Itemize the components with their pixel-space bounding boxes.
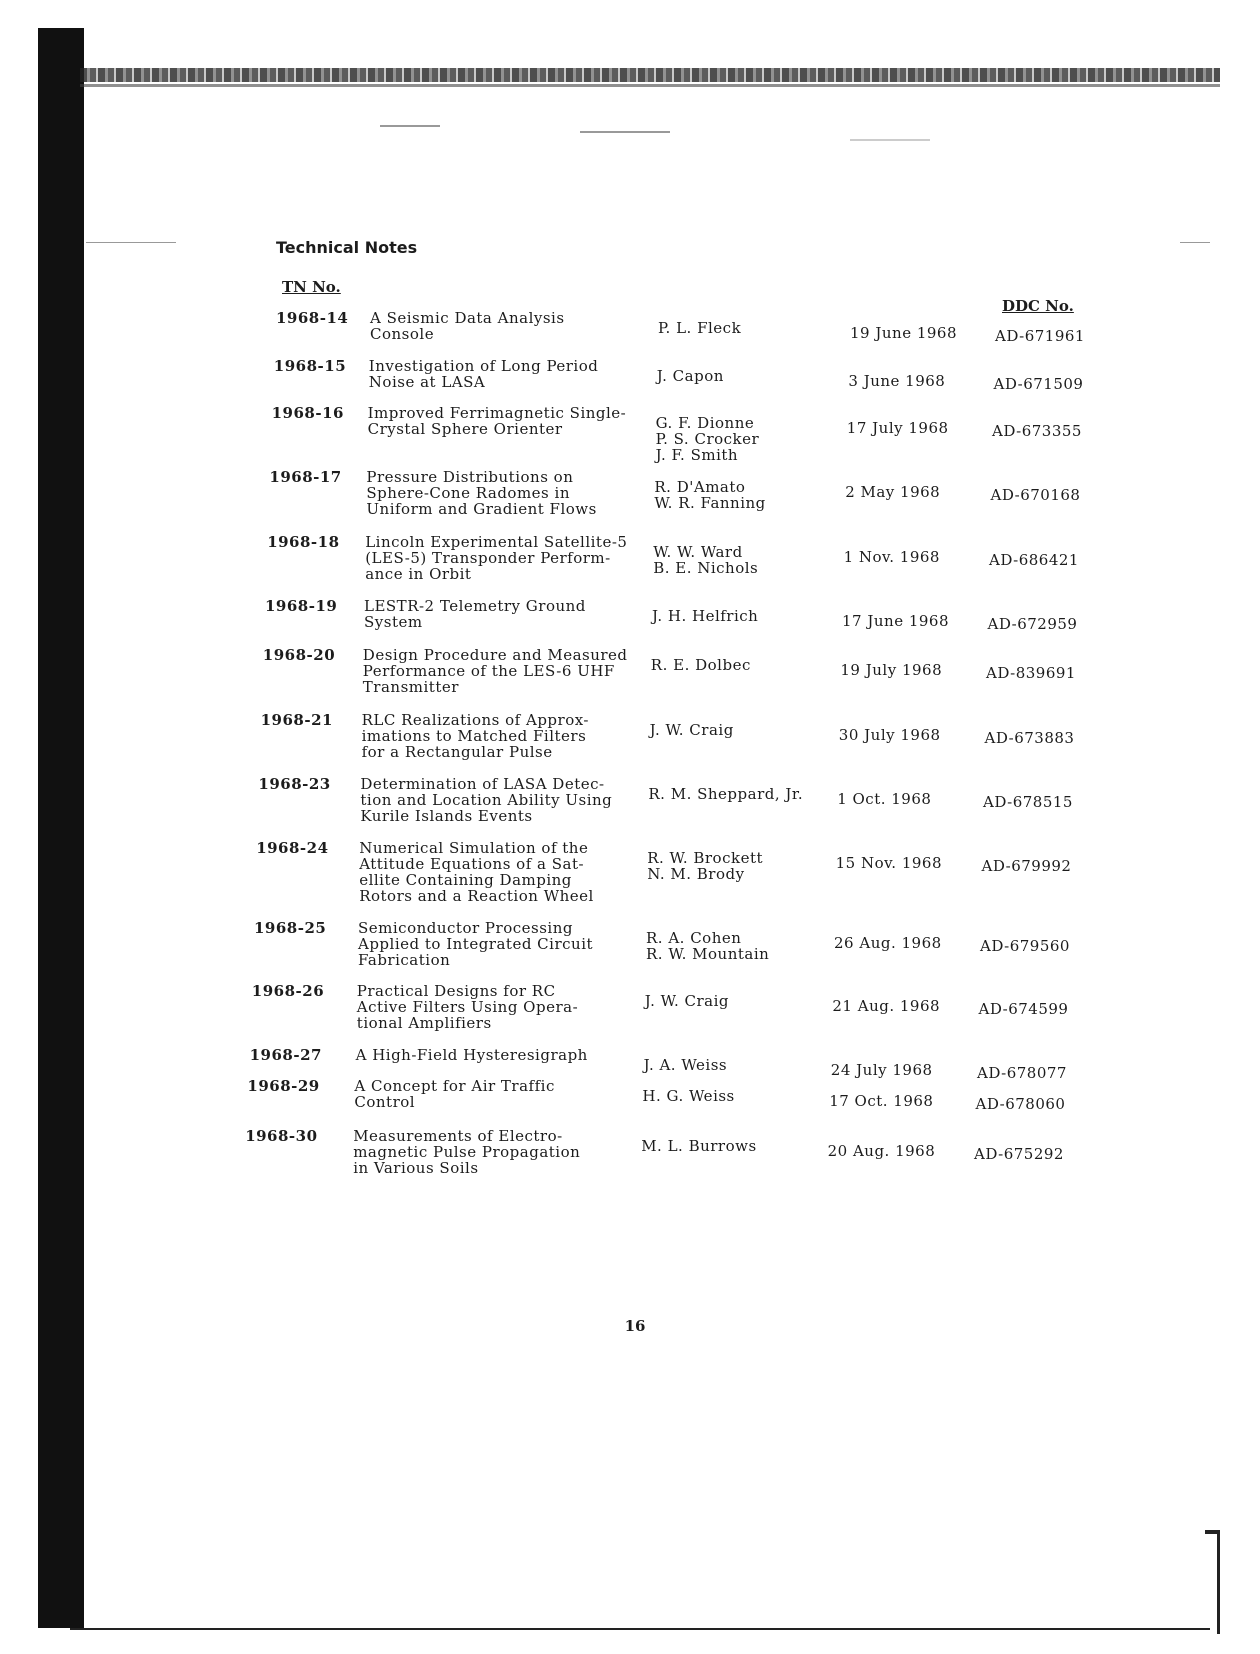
entry-authors-line: H. G. Weiss [642,1087,735,1105]
scan-top-rule [80,68,1220,82]
entry-authors [653,544,843,576]
entry-authors [650,722,840,738]
entry-title-line: Performance of the LES-6 UHF [362,662,615,680]
entry-title-line: Console [370,325,435,343]
entry-ddc-number: AD-678077 [977,1064,1067,1082]
entry-ddc-number: AD-839691 [986,664,1076,682]
scan-left-edge [38,28,84,1628]
entry-title-line: magnetic Pulse Propagation [353,1143,581,1161]
entry-date: 15 Nov. 1968 [835,854,943,872]
entry-date: 1 Oct. 1968 [837,790,932,808]
entry-authors-line: P. L. Fleck [658,319,742,337]
entry-tn-number: 1968-16 [271,404,344,422]
entry-tn-number: 1968-21 [260,711,333,729]
entry-tn-number: 1968-30 [245,1127,318,1145]
entry-tn-number: 1968-25 [254,919,327,937]
entry-authors-line: J. F. Smith [655,446,739,464]
entry-title-line: Design Procedure and Measured [362,646,628,664]
entry-title-line: Control [354,1093,416,1111]
scan-top-rule-thin [80,84,1220,87]
entry-title [357,983,632,1031]
section-title: Technical Notes [276,238,418,257]
entry-authors [651,657,841,673]
scan-mark [580,131,670,133]
entry-authors [642,1088,832,1104]
entry-authors [646,930,836,962]
entry-title-line: in Various Soils [353,1159,479,1177]
entry-title-line: Fabrication [358,951,451,969]
entry-title-line: imations to Matched Filters [361,727,587,745]
entry-tn-number: 1968-26 [251,982,325,1000]
entry-authors-line: G. F. Dionne [655,414,755,432]
entry-ddc-number: AD-686421 [989,551,1079,569]
entry-title [360,776,635,824]
entry-title-line: Pressure Distributions on [366,468,574,486]
entry-authors-line: N. M. Brody [647,865,745,883]
entry-title-line: (LES-5) Transponder Perform- [365,549,611,567]
entry-title-line: A Concept for Air Traffic [354,1077,555,1095]
entry-date: 3 June 1968 [848,372,946,390]
entry-authors [645,993,835,1009]
entry-authors [657,368,847,384]
entry-title-line: Uniform and Gradient Flows [366,500,597,518]
entry-title [356,1047,631,1063]
entry-date: 1 Nov. 1968 [843,548,940,566]
entry-authors-line: R. E. Dolbec [650,656,751,674]
entry-tn-number: 1968-29 [247,1077,320,1095]
entry-title-line: Numerical Simulation of the [359,839,589,857]
entry-title [354,1078,629,1110]
entry-ddc-number: AD-671509 [993,375,1084,393]
scan-mark [86,242,176,243]
entry-title [358,920,633,968]
entry-authors-line: R. W. Mountain [646,945,770,963]
scan-mark [1180,242,1210,243]
entry-title-line: System [364,613,423,631]
entry-title-line: Measurements of Electro- [353,1127,563,1145]
entry-title-line: Practical Designs for RC [356,982,556,1000]
entry-tn-number: 1968-27 [249,1046,322,1064]
entry-ddc-number: AD-673355 [992,422,1082,440]
entry-date: 21 Aug. 1968 [832,997,941,1015]
scan-bottom-rule [70,1628,1210,1630]
entry-title-line: tion and Location Ability Using [360,791,613,809]
header-tn-no: TN No. [282,278,341,296]
entry-tn-number: 1968-19 [265,597,338,615]
scan-mark [850,139,930,141]
entry-authors [641,1138,831,1154]
entry-authors-line: J. Capon [656,367,724,385]
entry-authors-line: B. E. Nichols [653,559,759,577]
entry-title-line: Semiconductor Processing [358,919,573,937]
entry-authors-line: W. R. Fanning [654,494,766,512]
entry-title [359,840,634,904]
scan-bracket-mark [1205,1530,1220,1634]
entry-ddc-number: AD-672959 [987,615,1078,633]
entry-title-line: Active Filters Using Opera- [356,998,579,1016]
entry-title-line: RLC Realizations of Approx- [361,711,589,729]
entry-title [366,469,641,517]
entry-title [369,358,644,390]
page-number: 16 [624,1317,646,1335]
entry-title-line: A High-Field Hysteresigraph [355,1046,588,1064]
entry-date: 24 July 1968 [830,1061,933,1079]
entry-ddc-number: AD-675292 [974,1145,1064,1163]
entry-tn-number: 1968-17 [269,468,342,486]
entry-title [363,647,638,695]
entry-authors [656,415,846,463]
entry-authors-line: J. W. Craig [649,721,734,739]
entry-title-line: Kurile Islands Events [360,807,533,825]
entry-title-line: tional Amplifiers [356,1014,492,1032]
entry-title-line: for a Rectangular Pulse [361,743,553,761]
entry-authors [652,608,842,624]
entry-authors [644,1057,834,1073]
entry-ddc-number: AD-679560 [980,937,1070,955]
entry-title-line: Investigation of Long Period [368,357,599,375]
entry-date: 17 June 1968 [842,612,950,630]
entry-ddc-number: AD-678060 [975,1095,1066,1113]
entry-title-line: LESTR-2 Telemetry Ground [364,597,586,615]
header-ddc-no: DDC No. [1002,297,1074,315]
entry-authors [658,320,848,336]
entry-authors-line: M. L. Burrows [641,1137,757,1155]
entry-tn-number: 1968-18 [267,533,340,551]
entry-authors-line: R. A. Cohen [646,929,742,947]
entry-tn-number: 1968-14 [276,309,349,327]
entry-tn-number: 1968-23 [258,775,331,793]
entry-ddc-number: AD-671961 [995,327,1085,345]
entry-title [353,1128,628,1176]
entry-authors-line: R. M. Sheppard, Jr. [648,785,804,803]
entry-title [362,712,637,760]
entry-title-line: Improved Ferrimagnetic Single- [367,404,627,422]
entry-title-line: ance in Orbit [365,565,472,583]
entry-title-line: Attitude Equations of a Sat- [359,855,585,873]
entry-authors-line: J. A. Weiss [643,1056,728,1074]
entry-ddc-number: AD-670168 [990,486,1081,504]
entry-authors-line: R. W. Brockett [647,849,763,867]
entry-tn-number: 1968-15 [273,357,347,375]
entry-title-line: Sphere-Cone Radomes in [366,484,570,502]
entry-authors-line: R. D'Amato [654,478,746,496]
entry-authors [647,850,837,882]
entry-title-line: Lincoln Experimental Satellite-5 [365,533,628,551]
entry-title-line: Noise at LASA [368,373,486,391]
entry-date: 17 July 1968 [846,419,949,437]
entry-ddc-number: AD-678515 [983,793,1073,811]
entry-date: 26 Aug. 1968 [834,934,942,952]
entry-title-line: Transmitter [362,678,459,696]
entry-date: 19 July 1968 [840,661,943,679]
entry-title-line: ellite Containing Damping [359,871,572,889]
entry-title-line: Applied to Integrated Circuit [358,935,594,953]
entry-ddc-number: AD-673883 [984,729,1075,747]
entry-tn-number: 1968-20 [262,646,336,664]
entry-ddc-number: AD-674599 [978,1000,1069,1018]
entry-title-line: Rotors and a Reaction Wheel [359,887,594,905]
entry-title [370,310,645,342]
entry-date: 20 Aug. 1968 [827,1142,936,1160]
entry-authors [648,786,838,802]
entry-authors-line: J. W. Craig [644,992,730,1010]
entry-title-line: Crystal Sphere Orienter [367,420,563,438]
entry-ddc-number: AD-679992 [981,857,1072,875]
entry-date: 19 June 1968 [850,324,958,342]
entry-title [368,405,643,437]
entry-date: 2 May 1968 [845,483,941,501]
scan-mark [380,125,440,127]
entry-title [364,598,639,630]
entry-authors-line: P. S. Crocker [655,430,760,448]
entry-title-line: A Seismic Data Analysis [370,309,565,327]
entry-title [365,534,640,582]
entry-authors [654,479,844,511]
entry-title-line: Determination of LASA Detec- [360,775,605,793]
entry-authors-line: J. H. Helfrich [652,607,759,625]
entry-tn-number: 1968-24 [256,839,329,857]
entry-date: 30 July 1968 [838,726,941,744]
entry-date: 17 Oct. 1968 [829,1092,934,1110]
entry-authors-line: W. W. Ward [653,543,743,561]
